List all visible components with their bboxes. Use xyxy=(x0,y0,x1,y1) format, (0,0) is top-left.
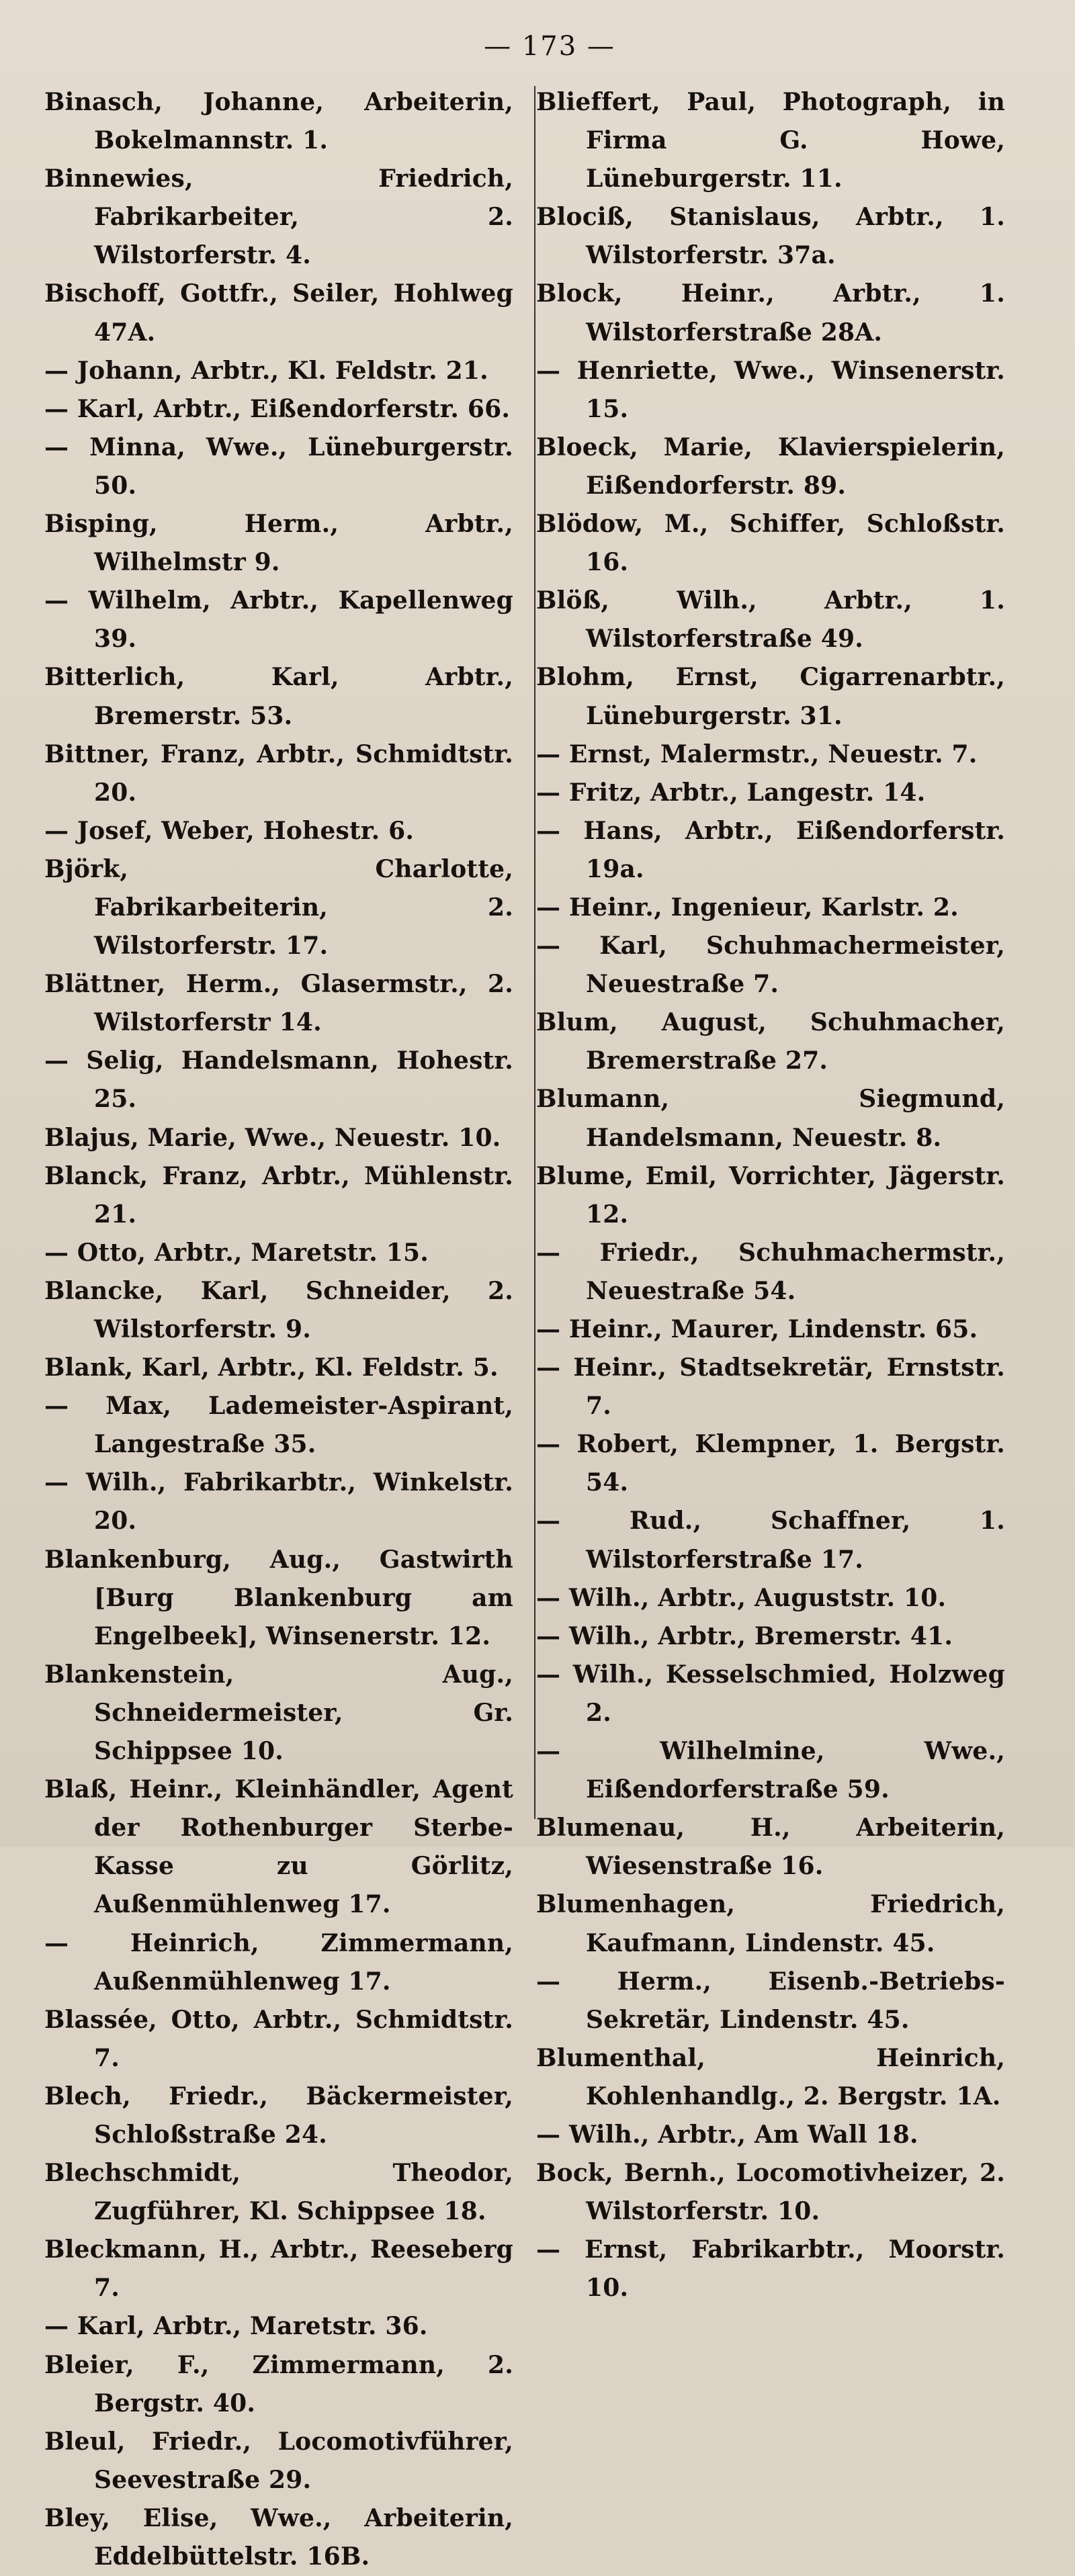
directory-entry: — Max, Lademeister-Aspirant, Langestraße 35. xyxy=(44,1392,513,1459)
directory-entry: — Selig, Handelsmann, Hohestr. 25. xyxy=(44,1047,513,1114)
directory-entry: Binnewies, Friedrich, Fabrikarbeiter, 2. Wilstorferstr. 4. xyxy=(44,165,513,270)
directory-entry: — Wilh., Arbtr., Am Wall 18. xyxy=(536,2120,918,2149)
directory-entry: Blumenhagen, Friedrich, Kaufmann, Lindenstr. 45. xyxy=(536,1890,1005,1957)
directory-entry: — Herm., Eisenb.-Betriebs-Sekretär, Lindenstr. 45. xyxy=(536,1967,1005,2034)
directory-entry: — Wilhelm, Arbtr., Kapellenweg 39. xyxy=(44,586,513,654)
directory-entry: Blumenthal, Heinrich, Kohlenhandlg., 2. Bergstr. 1A. xyxy=(536,2043,1005,2111)
directory-entry: Bleier, F., Zimmermann, 2. Bergstr. 40. xyxy=(44,2350,513,2417)
directory-entry: Blieffert, Paul, Photograph, in Firma G. Howe, Lüneburgerstr. 11. xyxy=(536,88,1005,193)
directory-entry: Björk, Charlotte, Fabrikarbeiterin, 2. Wilstorferstr. 17. xyxy=(44,854,513,961)
directory-entry: Blankenburg, Aug., Gastwirth [Burg Blankenburg am Engelbeek], Winsenerstr. 12. xyxy=(44,1545,513,1650)
directory-entry: Bitterlich, Karl, Arbtr., Bremerstr. 53. xyxy=(44,663,513,730)
directory-entry: Blociß, Stanislaus, Arbtr., 1. Wilstorferstr. 37a. xyxy=(536,203,1005,270)
directory-entry: Bock, Bernh., Locomotivheizer, 2. Wilstorferstr. 10. xyxy=(536,2159,1005,2226)
directory-entry: Blohm, Ernst, Cigarrenarbtr., Lüneburgerstr. 31. xyxy=(536,663,1005,730)
directory-entry: Blancke, Karl, Schneider, 2. Wilstorferstr. 9. xyxy=(44,1276,513,1343)
directory-entry: — Heinr., Ingenieur, Karlstr. 2. xyxy=(536,893,959,922)
directory-entry: Blassée, Otto, Arbtr., Schmidtstr. 7. xyxy=(44,2005,513,2072)
directory-entry: — Fritz, Arbtr., Langestr. 14. xyxy=(536,778,926,807)
column-divider xyxy=(534,86,535,1819)
directory-entry: — Wilh., Fabrikarbtr., Winkelstr. 20. xyxy=(44,1468,513,1536)
directory-entry: Bischoff, Gottfr., Seiler, Hohlweg 47A. xyxy=(44,279,513,347)
directory-entry: — Friedr., Schuhmachermstr., Neuestraße 54. xyxy=(536,1238,1005,1305)
directory-entry: — Otto, Arbtr., Maretstr. 15. xyxy=(44,1238,429,1267)
directory-entry: Blumann, Siegmund, Handelsmann, Neuestr. 8. xyxy=(536,1085,1005,1152)
directory-entry: Blumenau, H., Arbeiterin, Wiesenstraße 16. xyxy=(536,1814,1005,1881)
directory-entry: — Rud., Schaffner, 1. Wilstorferstraße 17. xyxy=(536,1507,1005,1574)
directory-entry: — Hans, Arbtr., Eißendorferstr. 19a. xyxy=(536,816,1005,883)
directory-entry: — Ernst, Fabrikarbtr., Moorstr. 10. xyxy=(536,2235,1005,2303)
directory-entry: — Wilh., Kesselschmied, Holzweg 2. xyxy=(536,1660,1005,1727)
directory-entry: — Karl, Arbtr., Eißendorferstr. 66. xyxy=(44,394,511,423)
directory-entry: Block, Heinr., Arbtr., 1. Wilstorferstraße 28A. xyxy=(536,279,1005,347)
directory-entry: Blech, Friedr., Bäckermeister, Schloßstraße 24. xyxy=(44,2082,513,2149)
directory-entry: Blanck, Franz, Arbtr., Mühlenstr. 21. xyxy=(44,1161,513,1229)
directory-entry: — Josef, Weber, Hohestr. 6. xyxy=(44,816,415,845)
directory-entry: — Wilh., Arbtr., Bremerstr. 41. xyxy=(536,1622,953,1650)
directory-entry: Blajus, Marie, Wwe., Neuestr. 10. xyxy=(44,1123,501,1152)
directory-entry: Blum, August, Schuhmacher, Bremerstraße 27. xyxy=(536,1008,1005,1075)
entry-columns xyxy=(44,83,1055,2576)
directory-entry: Blank, Karl, Arbtr., Kl. Feldstr. 5. xyxy=(44,1353,499,1382)
directory-entry: — Johann, Arbtr., Kl. Feldstr. 21. xyxy=(44,356,488,385)
directory-entry: Bittner, Franz, Arbtr., Schmidtstr. 20. xyxy=(44,740,513,807)
directory-entry: — Robert, Klempner, 1. Bergstr. 54. xyxy=(536,1430,1005,1497)
directory-entry: — Ernst, Malermstr., Neuestr. 7. xyxy=(536,740,978,768)
directory-entry: Blankenstein, Aug., Schneidermeister, Gr. Schippsee 10. xyxy=(44,1660,513,1766)
directory-entry: — Karl, Arbtr., Maretstr. 36. xyxy=(44,2312,428,2341)
directory-entry: Bleul, Friedr., Locomotivführer, Seevestraße 29. xyxy=(44,2427,513,2494)
directory-entry: Blaß, Heinr., Kleinhändler, Agent der Rothenburger Sterbe-Kasse zu Görlitz, Außenmühlenweg 17. xyxy=(44,1775,513,1919)
directory-entry: — Wilh., Arbtr., Auguststr. 10. xyxy=(536,1583,947,1612)
left-column xyxy=(44,83,513,2576)
directory-entry: — Wilhelmine, Wwe., Eißendorferstraße 59. xyxy=(536,1737,1005,1804)
directory-entry: — Heinrich, Zimmermann, Außenmühlenweg 17. xyxy=(44,1928,513,1996)
directory-entry: — Karl, Schuhmachermeister, Neuestraße 7. xyxy=(536,932,1005,999)
directory-entry: Blume, Emil, Vorrichter, Jägerstr. 12. xyxy=(536,1161,1005,1229)
directory-entry: Bley, Elise, Wwe., Arbeiterin, Eddelbüttelstr. 16B. xyxy=(44,2503,513,2571)
directory-entry: — Heinr., Maurer, Lindenstr. 65. xyxy=(536,1315,978,1343)
directory-entry: Bisping, Herm., Arbtr., Wilhelmstr 9. xyxy=(44,510,513,577)
directory-entry: Bleckmann, H., Arbtr., Reeseberg 7. xyxy=(44,2235,513,2303)
directory-entry: — Henriette, Wwe., Winsenerstr. 15. xyxy=(536,356,1005,423)
directory-entry: Blättner, Herm., Glasermstr., 2. Wilstorferstr 14. xyxy=(44,970,513,1037)
page-number: — 173 — xyxy=(484,31,615,62)
directory-entry: Binasch, Johanne, Arbeiterin, Bokelmannstr. 1. xyxy=(44,88,513,155)
right-column xyxy=(536,83,1005,2307)
directory-entry: — Heinr., Stadtsekretär, Ernststr. 7. xyxy=(536,1353,1005,1421)
directory-entry: Bloeck, Marie, Klavierspielerin, Eißendorferstr. 89. xyxy=(536,433,1005,500)
directory-entry: — Minna, Wwe., Lüneburgerstr. 50. xyxy=(44,433,513,500)
directory-entry: Blöß, Wilh., Arbtr., 1. Wilstorferstraße 49. xyxy=(536,586,1005,654)
directory-entry: Blechschmidt, Theodor, Zugführer, Kl. Schippsee 18. xyxy=(44,2159,513,2226)
directory-entry: Blödow, M., Schiffer, Schloßstr. 16. xyxy=(536,510,1005,577)
